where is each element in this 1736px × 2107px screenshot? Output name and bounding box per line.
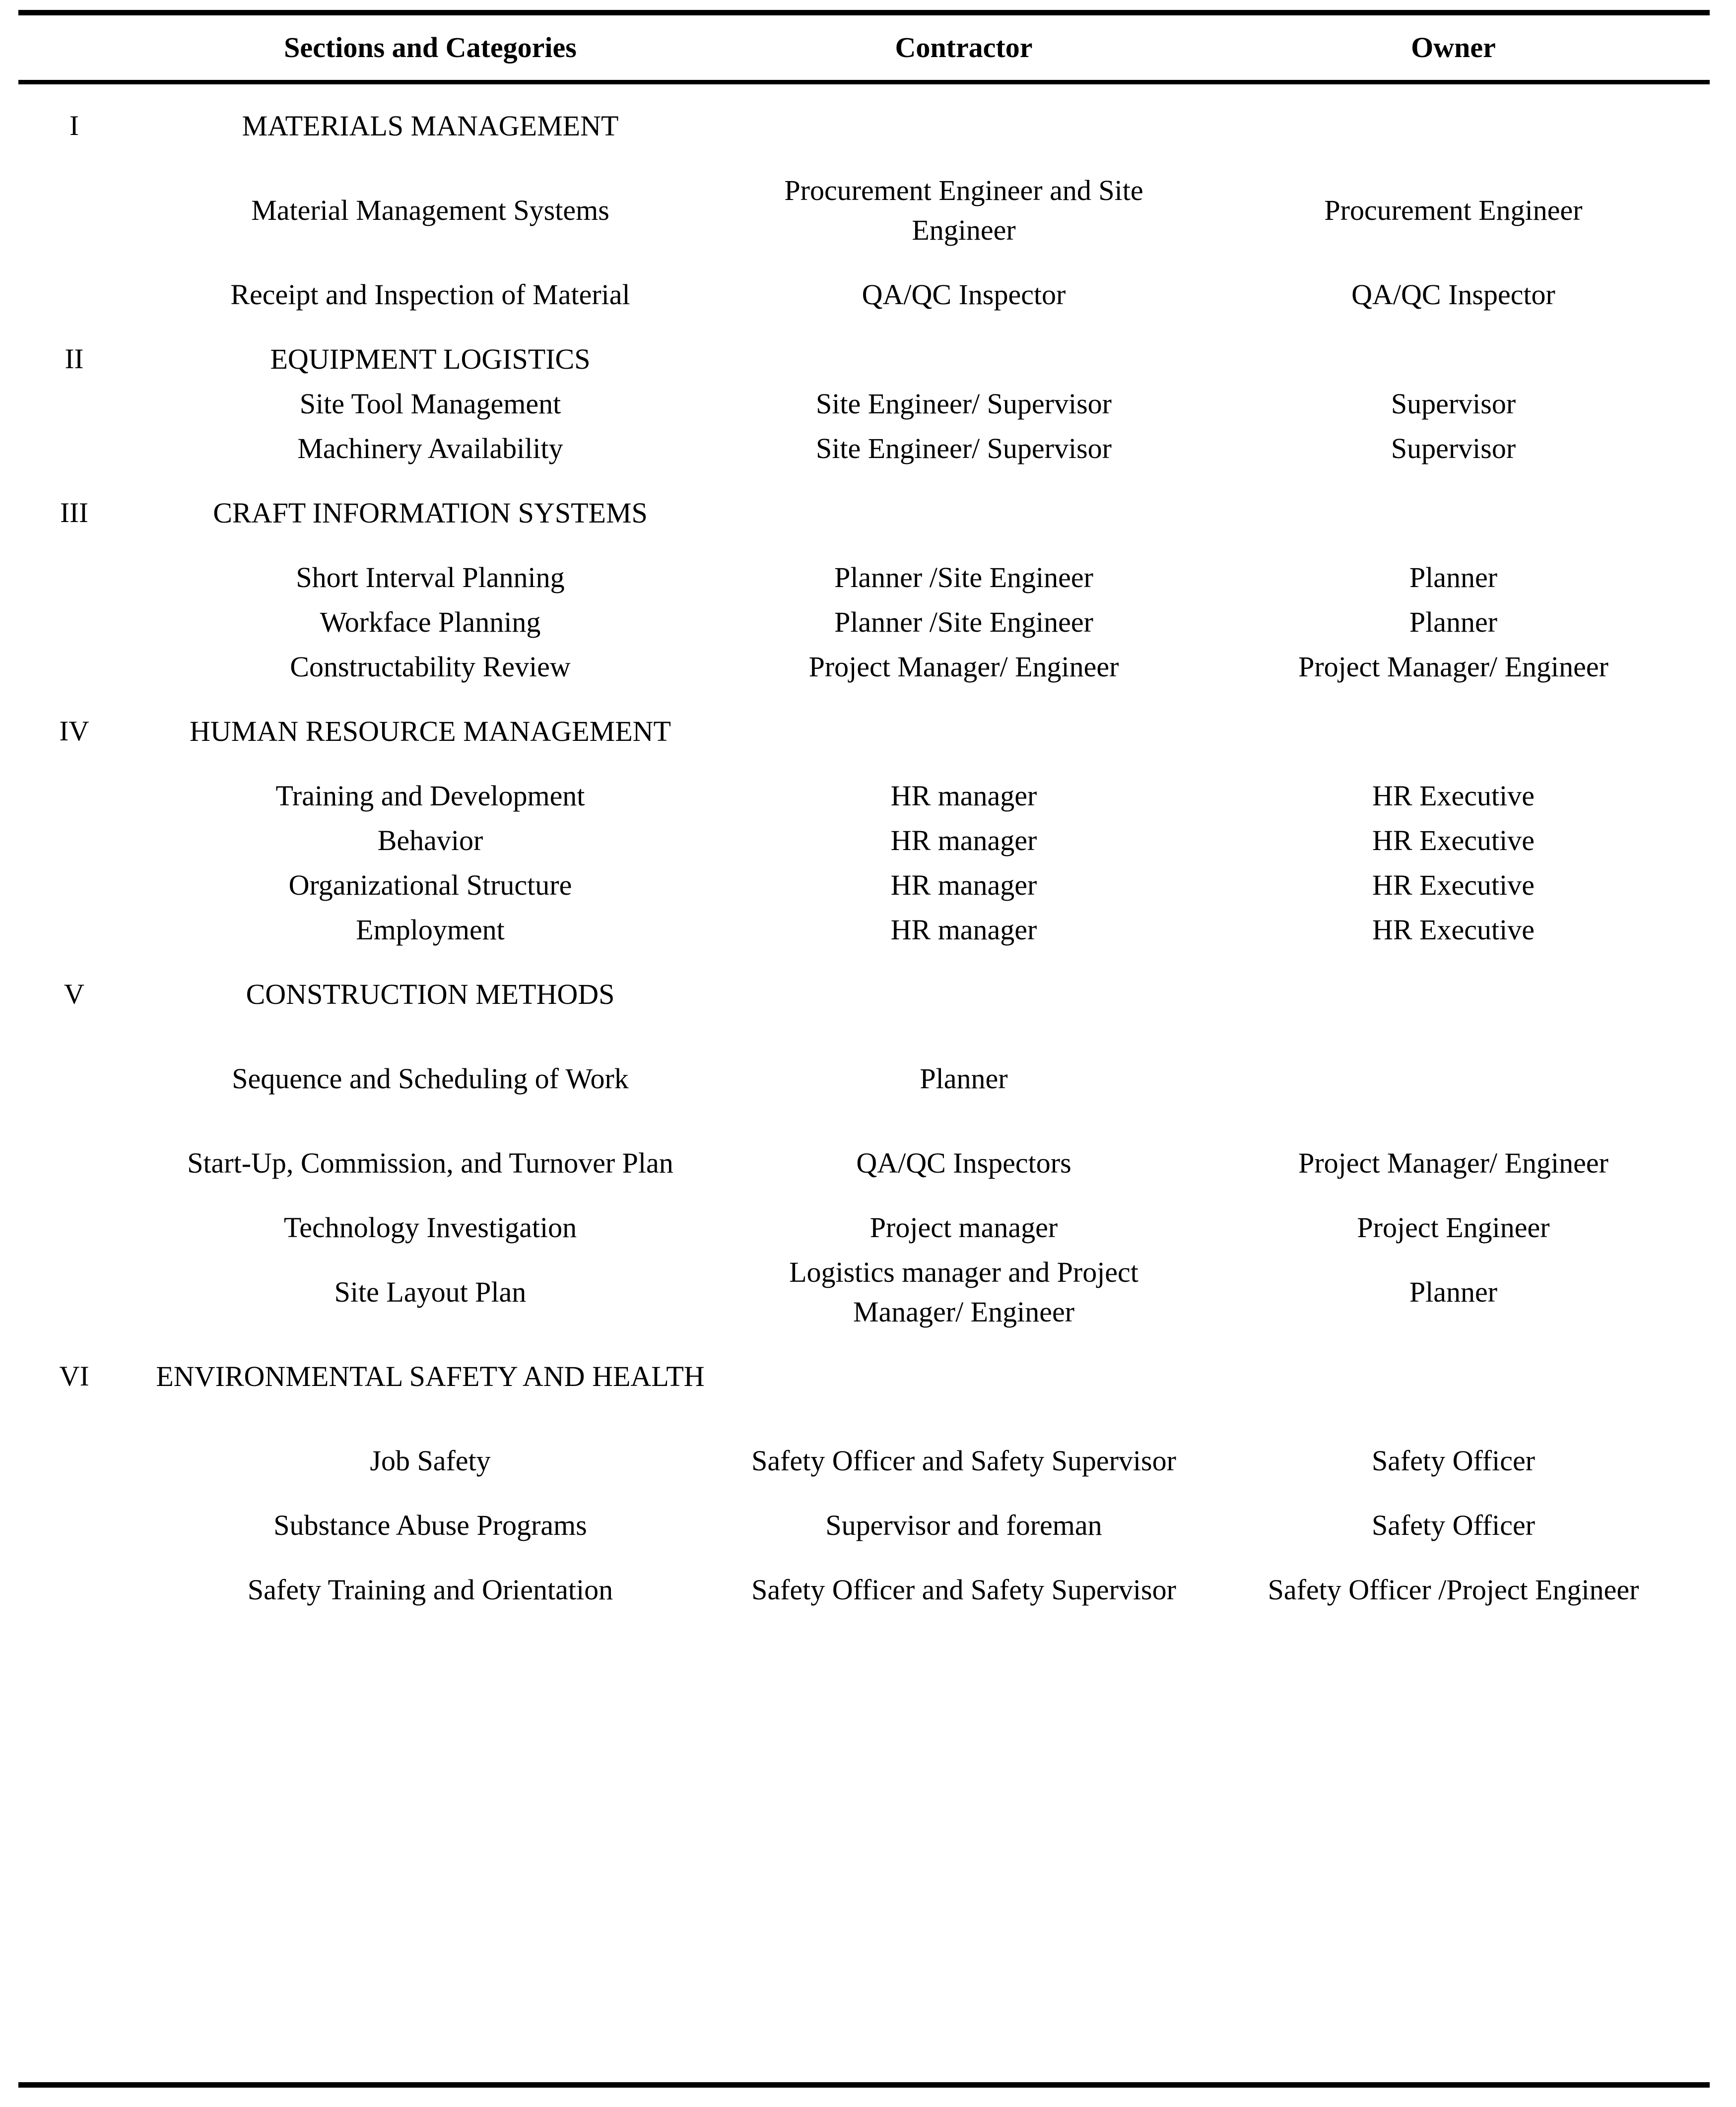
table-top-rule <box>18 10 1710 15</box>
table-row <box>18 818 1710 863</box>
row-section-title: CONSTRUCTION METHODS <box>246 978 615 1010</box>
row-section-number: III <box>60 497 88 528</box>
table-row <box>18 1250 1710 1334</box>
row-section-number <box>18 168 130 253</box>
row-section-number <box>18 818 130 863</box>
row-section-title: HUMAN RESOURCE MANAGEMENT <box>190 715 671 747</box>
row-contractor-role: Supervisor and foreman <box>825 1509 1102 1541</box>
row-owner-role: Project Engineer <box>1357 1211 1550 1244</box>
row-category-name: Employment <box>356 913 505 946</box>
row-section-title: ENVIRONMENTAL SAFETY AND HEALTH <box>156 1360 705 1392</box>
table-bottom-rule <box>18 2082 1710 2088</box>
table-row <box>18 168 1710 253</box>
row-owner-role <box>1197 471 1710 555</box>
row-owner-role: HR Executive <box>1372 868 1535 901</box>
row-owner-role: Safety Officer /Project Engineer <box>1268 1573 1639 1606</box>
table-row <box>18 645 1710 689</box>
row-section-title: MATERIALS MANAGEMENT <box>242 109 619 142</box>
row-contractor-role: Planner /Site Engineer <box>834 561 1093 593</box>
row-contractor-role: Project Manager/ Engineer <box>808 650 1119 683</box>
table-row <box>18 426 1710 471</box>
row-owner-role: Supervisor <box>1391 432 1516 464</box>
row-contractor-role: Procurement Engineer and Site Engineer <box>784 174 1143 246</box>
row-section-number <box>18 1037 130 1121</box>
row-section-number: I <box>69 110 79 141</box>
row-contractor-role: Planner <box>920 1062 1008 1095</box>
row-contractor-role: Logistics manager and Project Manager/ Engineer <box>789 1255 1138 1328</box>
row-section-number <box>18 774 130 818</box>
table-row <box>18 952 1710 1037</box>
row-owner-role: Safety Officer <box>1371 1444 1536 1477</box>
responsibility-matrix-table <box>18 15 1710 1632</box>
row-category-name: Workface Planning <box>320 605 541 638</box>
row-category-name: Job Safety <box>370 1444 491 1477</box>
row-section-number <box>18 1503 130 1548</box>
table-row <box>18 1419 1710 1503</box>
row-owner-role <box>1197 689 1710 774</box>
row-owner-role: HR Executive <box>1372 913 1535 946</box>
row-owner-role: Planner <box>1409 1275 1498 1308</box>
column-header-number <box>18 15 130 84</box>
row-owner-role <box>1197 952 1710 1037</box>
table-row <box>18 253 1710 337</box>
row-owner-role: Safety Officer <box>1371 1509 1536 1541</box>
row-section-number <box>18 1121 130 1205</box>
row-category-name: Machinery Availability <box>297 432 563 464</box>
row-section-number <box>18 1250 130 1334</box>
row-owner-role: Planner <box>1409 605 1498 638</box>
table-row <box>18 1205 1710 1250</box>
table-row <box>18 1334 1710 1419</box>
row-category-name: Behavior <box>377 824 483 856</box>
row-category-name: Site Tool Management <box>299 387 561 420</box>
row-contractor-role <box>731 337 1197 382</box>
row-owner-role: HR Executive <box>1372 824 1535 856</box>
table-row <box>18 84 1710 168</box>
row-contractor-role: HR manager <box>890 868 1037 901</box>
row-owner-role: QA/QC Inspector <box>1351 278 1555 311</box>
row-category-name: Receipt and Inspection of Material <box>230 278 630 311</box>
row-contractor-role: Safety Officer and Safety Supervisor <box>751 1444 1176 1477</box>
row-category-name: Material Management Systems <box>251 194 609 226</box>
row-contractor-role: QA/QC Inspectors <box>856 1146 1071 1179</box>
row-owner-role: Supervisor <box>1391 387 1516 420</box>
table-row <box>18 774 1710 818</box>
row-contractor-role: HR manager <box>890 824 1037 856</box>
row-section-number <box>18 645 130 689</box>
table-row <box>18 1503 1710 1548</box>
column-header-contractor: Contractor <box>895 31 1033 64</box>
column-header-sections-and-categories: Sections and Categories <box>284 31 577 64</box>
table-row <box>18 908 1710 952</box>
row-owner-role: HR Executive <box>1372 779 1535 812</box>
row-category-name: Training and Development <box>275 779 585 812</box>
row-section-number <box>18 1419 130 1503</box>
table-row <box>18 863 1710 908</box>
row-contractor-role <box>731 471 1197 555</box>
row-owner-role <box>1197 1037 1710 1121</box>
row-category-name: Organizational Structure <box>288 868 572 901</box>
row-contractor-role <box>731 1334 1197 1419</box>
table-row <box>18 555 1710 600</box>
table-row <box>18 1121 1710 1205</box>
row-owner-role: Project Manager/ Engineer <box>1298 650 1608 683</box>
row-contractor-role: Planner /Site Engineer <box>834 605 1093 638</box>
row-contractor-role: Safety Officer and Safety Supervisor <box>751 1573 1176 1606</box>
table-row <box>18 600 1710 645</box>
row-section-number: V <box>64 978 85 1010</box>
row-contractor-role: HR manager <box>890 779 1037 812</box>
row-contractor-role <box>731 84 1197 168</box>
row-category-name: Sequence and Scheduling of Work <box>232 1062 629 1095</box>
row-category-name: Start-Up, Commission, and Turnover Plan <box>187 1146 673 1179</box>
row-section-number <box>18 382 130 426</box>
row-contractor-role: Project manager <box>869 1211 1058 1244</box>
row-contractor-role: HR manager <box>890 913 1037 946</box>
row-owner-role <box>1197 1334 1710 1419</box>
row-category-name: Safety Training and Orientation <box>247 1573 613 1606</box>
row-category-name: Substance Abuse Programs <box>273 1509 587 1541</box>
row-section-number <box>18 863 130 908</box>
row-owner-role: Planner <box>1409 561 1498 593</box>
row-section-title: CRAFT INFORMATION SYSTEMS <box>213 496 648 529</box>
row-owner-role: Procurement Engineer <box>1324 194 1583 226</box>
table-row <box>18 337 1710 382</box>
row-section-number <box>18 1548 130 1632</box>
table-header <box>18 15 1710 84</box>
row-owner-role: Project Manager/ Engineer <box>1298 1146 1608 1179</box>
row-contractor-role: QA/QC Inspector <box>862 278 1066 311</box>
row-owner-role <box>1197 337 1710 382</box>
row-owner-role <box>1197 84 1710 168</box>
row-section-number: II <box>65 343 84 375</box>
row-contractor-role <box>731 952 1197 1037</box>
table-row <box>18 1548 1710 1632</box>
column-header-owner: Owner <box>1411 31 1496 64</box>
row-section-number <box>18 253 130 337</box>
row-section-number: VI <box>59 1360 89 1392</box>
row-contractor-role: Site Engineer/ Supervisor <box>815 432 1112 464</box>
row-contractor-role <box>731 689 1197 774</box>
row-category-name: Technology Investigation <box>283 1211 577 1244</box>
row-section-title: EQUIPMENT LOGISTICS <box>270 342 591 375</box>
table-row <box>18 382 1710 426</box>
row-category-name: Constructability Review <box>290 650 571 683</box>
table-row <box>18 689 1710 774</box>
row-section-number <box>18 426 130 471</box>
table-body <box>18 84 1710 1632</box>
row-section-number <box>18 1205 130 1250</box>
row-section-number <box>18 555 130 600</box>
row-category-name: Site Layout Plan <box>334 1275 527 1308</box>
header-row <box>18 15 1710 84</box>
row-section-number: IV <box>59 715 89 747</box>
row-contractor-role: Site Engineer/ Supervisor <box>815 387 1112 420</box>
table-row <box>18 471 1710 555</box>
row-section-number <box>18 908 130 952</box>
row-section-number <box>18 600 130 645</box>
row-category-name: Short Interval Planning <box>296 561 565 593</box>
table-row <box>18 1037 1710 1121</box>
